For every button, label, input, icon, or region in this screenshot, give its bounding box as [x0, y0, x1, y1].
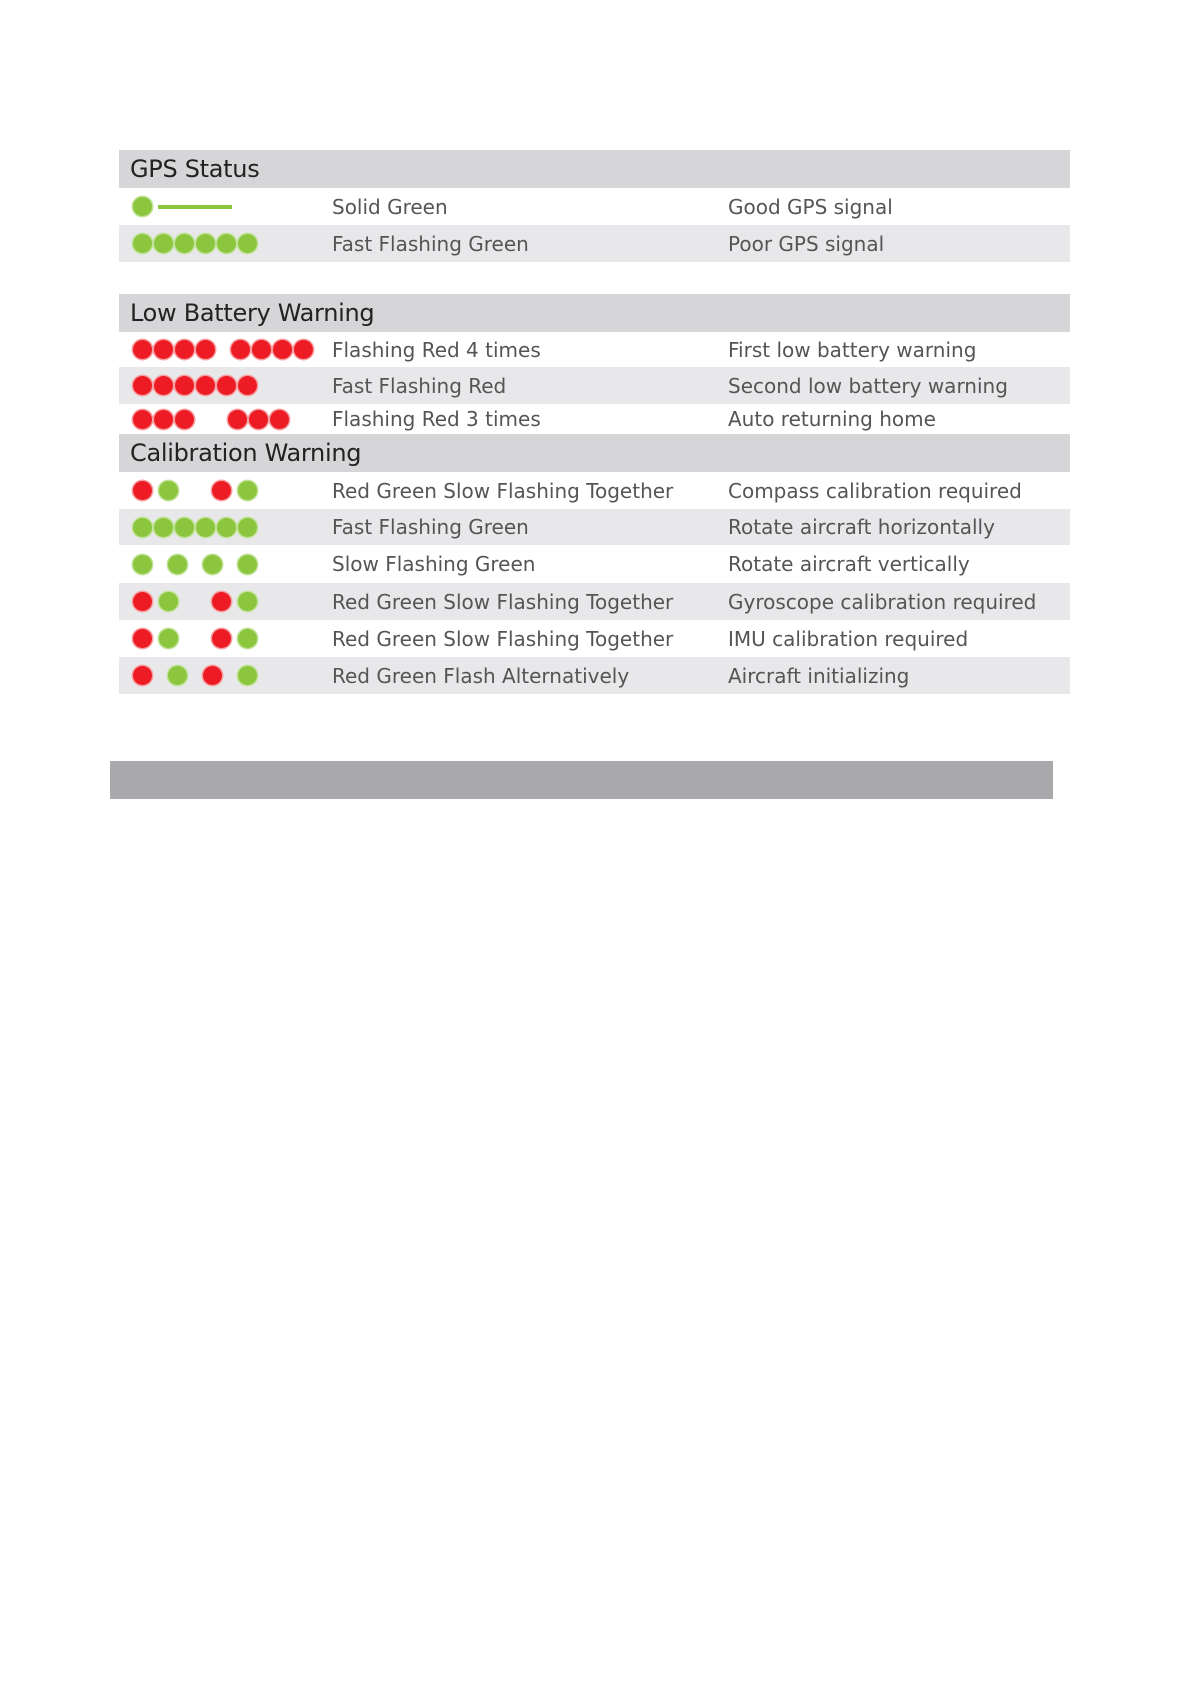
status-meaning: Gyroscope calibration required [728, 589, 1037, 614]
green-led-icon [217, 518, 236, 537]
table-row [119, 657, 1070, 694]
green-led-icon [159, 592, 178, 611]
table-row [119, 620, 1070, 657]
green-led-icon [133, 234, 152, 253]
green-led-icon [154, 234, 173, 253]
flash-pattern: Fast Flashing Green [332, 231, 529, 256]
red-led-icon [175, 340, 194, 359]
red-led-icon [212, 592, 231, 611]
section-title: GPS Status [130, 155, 260, 183]
flash-pattern: Slow Flashing Green [332, 552, 536, 576]
green-led-icon [196, 234, 215, 253]
status-meaning: Compass calibration required [728, 478, 1022, 503]
section-header-battery [119, 294, 1070, 332]
red-led-icon [212, 629, 231, 648]
status-meaning: Good GPS signal [728, 194, 893, 219]
led-indicator-red-4-times [133, 332, 313, 367]
green-led-icon [238, 629, 257, 648]
red-led-icon [270, 410, 289, 429]
green-led-icon [238, 481, 257, 500]
red-led-icon [133, 592, 152, 611]
red-led-icon [133, 376, 152, 395]
green-led-icon [238, 518, 257, 537]
flash-pattern: Red Green Flash Alternatively [332, 663, 630, 688]
flash-pattern: Solid Green [332, 194, 448, 219]
section-header-calibration [119, 434, 1070, 472]
red-led-icon [133, 481, 152, 500]
led-indicator-red-green-alternate [133, 657, 257, 694]
red-led-icon [231, 340, 250, 359]
red-led-icon [133, 666, 152, 685]
green-led-icon [154, 518, 173, 537]
green-led-icon [133, 197, 152, 216]
status-meaning: Rotate aircraft horizontally [728, 515, 995, 539]
table-row [119, 545, 1070, 583]
table-row [119, 583, 1070, 620]
red-led-icon [203, 666, 222, 685]
red-led-icon [228, 410, 247, 429]
red-led-icon [196, 376, 215, 395]
flash-pattern: Fast Flashing Red [332, 373, 507, 398]
green-led-icon [159, 629, 178, 648]
flash-pattern: Flashing Red 3 times [332, 407, 541, 431]
red-led-icon [238, 376, 257, 395]
red-led-icon [273, 340, 292, 359]
red-led-icon [154, 410, 173, 429]
red-led-icon [212, 481, 231, 500]
table-row [119, 509, 1070, 545]
status-meaning: IMU calibration required [728, 626, 969, 651]
red-led-icon [217, 376, 236, 395]
table-row [119, 472, 1070, 509]
green-led-icon [238, 666, 257, 685]
flash-pattern: Red Green Slow Flashing Together [332, 478, 674, 503]
red-led-icon [252, 340, 271, 359]
red-led-icon [175, 376, 194, 395]
led-indicator-fast-green [133, 509, 257, 545]
green-led-icon [168, 666, 187, 685]
led-indicator-slow-green [133, 545, 257, 583]
section-header-gps [119, 150, 1070, 188]
status-meaning: First low battery warning [728, 337, 977, 362]
flash-pattern: Red Green Slow Flashing Together [332, 589, 674, 614]
status-meaning: Rotate aircraft vertically [728, 552, 970, 576]
red-led-icon [154, 340, 173, 359]
red-led-icon [294, 340, 313, 359]
green-led-icon [175, 518, 194, 537]
green-led-icon [238, 555, 257, 574]
section-title: Calibration Warning [130, 439, 362, 467]
led-indicator-red-3-times [133, 404, 289, 434]
led-indicator-solid-green [133, 188, 232, 225]
red-led-icon [133, 340, 152, 359]
table-row [119, 404, 1070, 434]
green-led-icon [133, 555, 152, 574]
green-led-icon [203, 555, 222, 574]
green-led-icon [196, 518, 215, 537]
led-indicator-fast-red [133, 367, 257, 404]
table-row [119, 332, 1070, 367]
flash-pattern: Flashing Red 4 times [332, 337, 541, 362]
led-indicator-red-green-together [133, 472, 257, 509]
table-row [119, 367, 1070, 404]
flash-pattern: Fast Flashing Green [332, 515, 529, 539]
red-led-icon [133, 629, 152, 648]
led-indicator-fast-green [133, 225, 257, 262]
green-led-icon [133, 518, 152, 537]
status-meaning: Auto returning home [728, 407, 936, 431]
green-led-icon [159, 481, 178, 500]
status-meaning: Second low battery warning [728, 373, 1008, 398]
empty-section-header-bar [110, 761, 1053, 799]
red-led-icon [175, 410, 194, 429]
section-title: Low Battery Warning [130, 299, 375, 327]
red-led-icon [249, 410, 268, 429]
flash-pattern: Red Green Slow Flashing Together [332, 626, 674, 651]
red-led-icon [196, 340, 215, 359]
red-led-icon [133, 410, 152, 429]
red-led-icon [154, 376, 173, 395]
led-indicator-red-green-together [133, 620, 257, 657]
green-led-icon [238, 234, 257, 253]
green-led-icon [168, 555, 187, 574]
solid-line-icon [158, 205, 232, 209]
status-meaning: Aircraft initializing [728, 663, 910, 688]
led-indicator-red-green-together [133, 583, 257, 620]
green-led-icon [175, 234, 194, 253]
green-led-icon [238, 592, 257, 611]
table-row [119, 188, 1070, 225]
green-led-icon [217, 234, 236, 253]
status-meaning: Poor GPS signal [728, 231, 885, 256]
table-row [119, 225, 1070, 262]
